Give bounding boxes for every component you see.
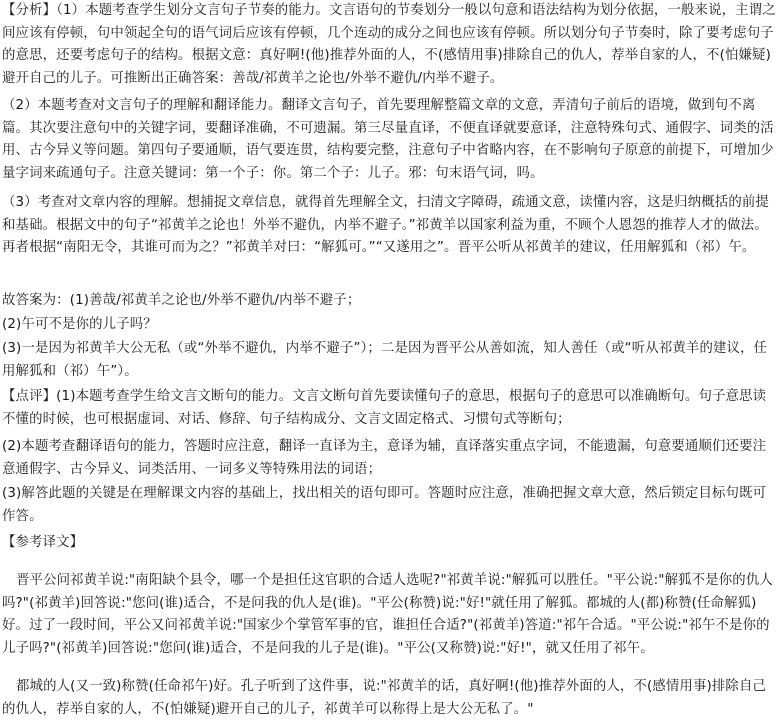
comment-paragraph-2: (2)本题考查翻译语句的能力，答题时应注意，翻译一直译为主，意译为辅，直译落实重点字词，不能遗漏，句意要通顺们还要注意通假字、古今异义、词类活用、一词多义等特殊用法的词语； bbox=[2, 439, 767, 477]
translation-paragraph-2: 都城的人(又一致)称赞(任命祁午)好。孔子听到了这件事，说:"祁黄羊的话，真好啊!(他)推荐外面的人，不(感情用事)排除自己的仇人，荐举自家的人，不(怕嫌疑)避开自己的儿子，祁黄羊可以称得上是大公无私了。" bbox=[2, 679, 767, 717]
answer-line-2: (2)午可不是你的儿子吗？ bbox=[2, 317, 157, 332]
answer-line-1: 故答案为：(1)善哉/祁黄羊之论也/外举不避仇/内举不避子； bbox=[2, 293, 361, 308]
comment-paragraph-1 bbox=[2, 386, 776, 431]
translation-title: 【参考译文】 bbox=[2, 535, 84, 550]
translation-paragraph-1: 晋平公问祁黄羊说:"南阳缺个县令，哪一个是担任这官职的合适人选呢?"祁黄羊说:"解狐可以胜任。"平公说:"解狐不是你的仇人吗?"(祁黄羊)回答说:"您问(谁)适合，不是问我的仇人是(谁)。"平公(称赞)说:"好!"就任用了解狐。都城的人(都)称赞(任命解狐)好。过了一段时间，平公又问祁黄羊说:"国家少个掌管军事的官，谁担任合适?"(祁黄羊)答道:"祁午合适。"平公说:"祁午不是你的儿子吗?"(祁黄羊)回答说:"您问(谁)适合，不是问我的儿子是(谁)。"平公(又称赞)说:"好!"，就又任用了祁午。 bbox=[2, 573, 773, 656]
analysis-tag: 【分析】 bbox=[2, 3, 57, 18]
analysis-text-1: （1）本题考查学生划分文言句子节奏的能力。文言语句的节奏划分一般以句意和语法结构为划分依据，一般来说，主谓之间应该有停顿，句中领起全句的语气词后应该有停顿，几个连动的成分之间也应该有停顿。所以划分句子节奏时，除了要考虑句子的意思，还要考虑句子的结构。根据文意：真好啊!(他)推荐外面的人，不(感情用事)排除自己的仇人，荐举自家的人，不(怕嫌疑)避开自己的儿子。可推断出正确答案：善哉/祁黄羊之论也/外举不避仇/内举不避子。 bbox=[2, 3, 776, 86]
answer-line-3: (3)一是因为祁黄羊大公无私（或“外举不避仇，内举不避子”）；二是因为晋平公从善如流，知人善任（或“听从祁黄羊的建议，任用解狐和（祁）午”）。 bbox=[2, 341, 768, 379]
comment-text-1: (1)本题考查学生给文言文断句的能力。文言文断句首先要读懂句子的意思，根据句子的意思可以准确断句。句子意思读不懂的时候，也可根据虚词、对话、修辞、句子结构成分、文言文固定格式、习惯句式等断句； bbox=[2, 389, 767, 427]
analysis-paragraph-1 bbox=[2, 0, 776, 90]
comment-tag: 【点评】 bbox=[2, 389, 57, 404]
analysis-paragraph-3: （3）考查对文章内容的理解。想捕捉文章信息，就得首先理解全文，扫清文字障碍，疏通文意，读懂内容，这是归纳概括的前提和基础。根据文中的句子“祁黄羊之论也！外举不避仇，内举不避子。”祁黄羊以国家利益为重，不顾个人恩怨的推荐人才的做法。再者根据“南阳无令，其谁可而为之？”祁黄羊对曰：“解狐可。”“又遂用之”。晋平公听从祁黄羊的建议，任用解狐和（祁）午。 bbox=[2, 195, 769, 255]
comment-paragraph-3: (3)解答此题的关键是在理解课文内容的基础上，找出相关的语句即可。答题时应注意，准确把握文章大意，然后锁定目标句既可作答。 bbox=[2, 486, 767, 524]
analysis-paragraph-2: （2）本题考查对文言句子的理解和翻译能力。翻译文言句子，首先要理解整篇文章的文意，弄清句子前后的语境，做到句不离篇。其次要注意句中的关键字词，要翻译准确，不可遗漏。第三尽量直译，不便直译就要意译，注意特殊句式、通假字、词类的活用、古今异义等问题。第四句子要通顺，语气要连贯，结构要完整，注意句子中省略内容，在不影响句子原意的前提下，可增加少量字词来疏通句子。注意关键词：第一个子：你。第二个子：儿子。邪：句末语气词，吗。 bbox=[2, 98, 774, 181]
